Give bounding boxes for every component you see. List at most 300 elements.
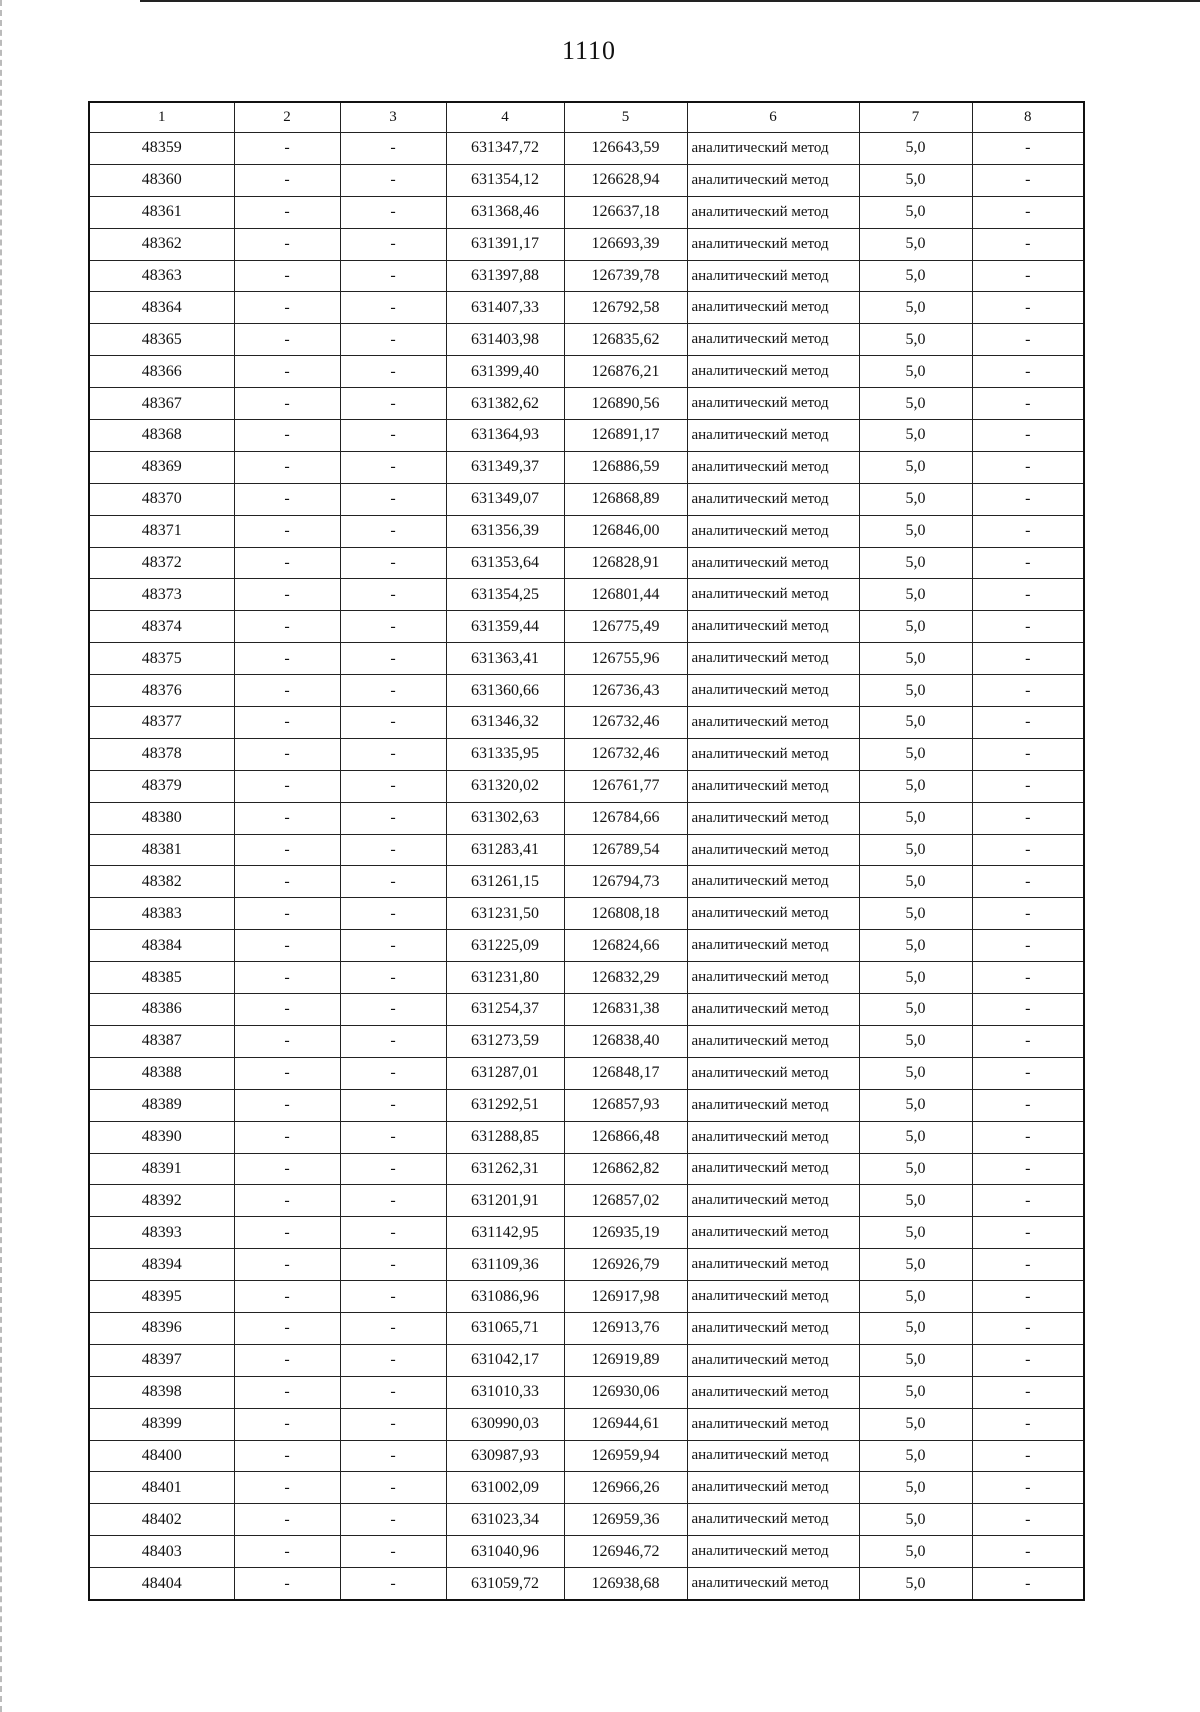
table-row [89, 292, 1084, 324]
col8-cell: - [972, 1504, 1084, 1536]
point-number-cell: 48395 [89, 1281, 234, 1313]
col8-cell: - [972, 898, 1084, 930]
method-cell: аналитический метод [687, 1408, 859, 1440]
x-coordinate-cell: 631349,07 [446, 483, 564, 515]
col8-cell: - [972, 1217, 1084, 1249]
col2-cell: - [234, 611, 340, 643]
table-row [89, 1568, 1084, 1600]
method-cell: аналитический метод [687, 930, 859, 962]
col8-cell: - [972, 675, 1084, 707]
point-number-cell: 48403 [89, 1536, 234, 1568]
method-cell: аналитический метод [687, 1025, 859, 1057]
method-cell: аналитический метод [687, 834, 859, 866]
col3-cell: - [340, 802, 446, 834]
accuracy-cell: 5,0 [859, 1408, 972, 1440]
method-cell: аналитический метод [687, 228, 859, 260]
point-number-cell: 48388 [89, 1057, 234, 1089]
x-coordinate-cell: 631356,39 [446, 515, 564, 547]
page-left-edge [0, 0, 6, 1712]
col8-cell: - [972, 770, 1084, 802]
col8-cell: - [972, 196, 1084, 228]
column-header: 7 [859, 102, 972, 133]
table-row [89, 515, 1084, 547]
col3-cell: - [340, 1217, 446, 1249]
col3-cell: - [340, 994, 446, 1026]
table-row [89, 483, 1084, 515]
x-coordinate-cell: 631382,62 [446, 388, 564, 420]
x-coordinate-cell: 630990,03 [446, 1408, 564, 1440]
table-row [89, 260, 1084, 292]
accuracy-cell: 5,0 [859, 515, 972, 547]
col8-cell: - [972, 1344, 1084, 1376]
x-coordinate-cell: 631010,33 [446, 1376, 564, 1408]
table-row [89, 133, 1084, 165]
table-row [89, 164, 1084, 196]
col8-cell: - [972, 1440, 1084, 1472]
col8-cell: - [972, 1376, 1084, 1408]
y-coordinate-cell: 126801,44 [564, 579, 687, 611]
col2-cell: - [234, 738, 340, 770]
col2-cell: - [234, 770, 340, 802]
col8-cell: - [972, 834, 1084, 866]
accuracy-cell: 5,0 [859, 483, 972, 515]
col2-cell: - [234, 1344, 340, 1376]
method-cell: аналитический метод [687, 866, 859, 898]
x-coordinate-cell: 631397,88 [446, 260, 564, 292]
y-coordinate-cell: 126739,78 [564, 260, 687, 292]
method-cell: аналитический метод [687, 1185, 859, 1217]
col8-cell: - [972, 611, 1084, 643]
col3-cell: - [340, 1536, 446, 1568]
accuracy-cell: 5,0 [859, 451, 972, 483]
x-coordinate-cell: 631288,85 [446, 1121, 564, 1153]
method-cell: аналитический метод [687, 1249, 859, 1281]
y-coordinate-cell: 126930,06 [564, 1376, 687, 1408]
accuracy-cell: 5,0 [859, 962, 972, 994]
column-header: 1 [89, 102, 234, 133]
accuracy-cell: 5,0 [859, 196, 972, 228]
col3-cell: - [340, 133, 446, 165]
col8-cell: - [972, 1185, 1084, 1217]
accuracy-cell: 5,0 [859, 1089, 972, 1121]
col8-cell: - [972, 1281, 1084, 1313]
col8-cell: - [972, 420, 1084, 452]
table-row [89, 1217, 1084, 1249]
table-row [89, 1504, 1084, 1536]
col2-cell: - [234, 1281, 340, 1313]
table-row [89, 675, 1084, 707]
x-coordinate-cell: 631059,72 [446, 1568, 564, 1600]
col2-cell: - [234, 133, 340, 165]
x-coordinate-cell: 631283,41 [446, 834, 564, 866]
x-coordinate-cell: 631042,17 [446, 1344, 564, 1376]
point-number-cell: 48399 [89, 1408, 234, 1440]
col2-cell: - [234, 994, 340, 1026]
y-coordinate-cell: 126761,77 [564, 770, 687, 802]
y-coordinate-cell: 126784,66 [564, 802, 687, 834]
col3-cell: - [340, 356, 446, 388]
col2-cell: - [234, 1504, 340, 1536]
table-row [89, 834, 1084, 866]
accuracy-cell: 5,0 [859, 611, 972, 643]
x-coordinate-cell: 631002,09 [446, 1472, 564, 1504]
col3-cell: - [340, 1312, 446, 1344]
x-coordinate-cell: 631353,64 [446, 547, 564, 579]
method-cell: аналитический метод [687, 1568, 859, 1600]
col2-cell: - [234, 930, 340, 962]
col8-cell: - [972, 1568, 1084, 1600]
accuracy-cell: 5,0 [859, 1312, 972, 1344]
col8-cell: - [972, 1408, 1084, 1440]
accuracy-cell: 5,0 [859, 292, 972, 324]
method-cell: аналитический метод [687, 770, 859, 802]
table-row [89, 994, 1084, 1026]
accuracy-cell: 5,0 [859, 1472, 972, 1504]
table-row [89, 1472, 1084, 1504]
col2-cell: - [234, 1249, 340, 1281]
point-number-cell: 48377 [89, 707, 234, 739]
col3-cell: - [340, 1504, 446, 1536]
accuracy-cell: 5,0 [859, 1536, 972, 1568]
method-cell: аналитический метод [687, 292, 859, 324]
col3-cell: - [340, 898, 446, 930]
col2-cell: - [234, 1312, 340, 1344]
point-number-cell: 48371 [89, 515, 234, 547]
accuracy-cell: 5,0 [859, 1568, 972, 1600]
table-row [89, 1408, 1084, 1440]
method-cell: аналитический метод [687, 420, 859, 452]
accuracy-cell: 5,0 [859, 324, 972, 356]
point-number-cell: 48380 [89, 802, 234, 834]
col8-cell: - [972, 1153, 1084, 1185]
point-number-cell: 48400 [89, 1440, 234, 1472]
col2-cell: - [234, 1025, 340, 1057]
col2-cell: - [234, 324, 340, 356]
point-number-cell: 48359 [89, 133, 234, 165]
method-cell: аналитический метод [687, 802, 859, 834]
point-number-cell: 48362 [89, 228, 234, 260]
col8-cell: - [972, 260, 1084, 292]
col3-cell: - [340, 1408, 446, 1440]
method-cell: аналитический метод [687, 1312, 859, 1344]
accuracy-cell: 5,0 [859, 1057, 972, 1089]
accuracy-cell: 5,0 [859, 133, 972, 165]
y-coordinate-cell: 126917,98 [564, 1281, 687, 1313]
col8-cell: - [972, 515, 1084, 547]
y-coordinate-cell: 126824,66 [564, 930, 687, 962]
point-number-cell: 48372 [89, 547, 234, 579]
method-cell: аналитический метод [687, 643, 859, 675]
col3-cell: - [340, 962, 446, 994]
method-cell: аналитический метод [687, 260, 859, 292]
point-number-cell: 48387 [89, 1025, 234, 1057]
x-coordinate-cell: 631347,72 [446, 133, 564, 165]
table-row [89, 1089, 1084, 1121]
point-number-cell: 48404 [89, 1568, 234, 1600]
method-cell: аналитический метод [687, 483, 859, 515]
x-coordinate-cell: 631349,37 [446, 451, 564, 483]
column-header: 8 [972, 102, 1084, 133]
col8-cell: - [972, 451, 1084, 483]
col3-cell: - [340, 866, 446, 898]
col2-cell: - [234, 1217, 340, 1249]
y-coordinate-cell: 126794,73 [564, 866, 687, 898]
col2-cell: - [234, 802, 340, 834]
table-row [89, 738, 1084, 770]
point-number-cell: 48391 [89, 1153, 234, 1185]
col3-cell: - [340, 1472, 446, 1504]
col2-cell: - [234, 1536, 340, 1568]
col2-cell: - [234, 1057, 340, 1089]
table-row [89, 1057, 1084, 1089]
method-cell: аналитический метод [687, 962, 859, 994]
page-number: 1110 [561, 36, 617, 65]
coordinates-table [88, 101, 1085, 1601]
y-coordinate-cell: 126919,89 [564, 1344, 687, 1376]
table-row [89, 1536, 1084, 1568]
col3-cell: - [340, 738, 446, 770]
table-row [89, 1185, 1084, 1217]
col2-cell: - [234, 420, 340, 452]
accuracy-cell: 5,0 [859, 164, 972, 196]
accuracy-cell: 5,0 [859, 1440, 972, 1472]
table-row [89, 1281, 1084, 1313]
point-number-cell: 48368 [89, 420, 234, 452]
y-coordinate-cell: 126862,82 [564, 1153, 687, 1185]
accuracy-cell: 5,0 [859, 1376, 972, 1408]
col2-cell: - [234, 866, 340, 898]
col8-cell: - [972, 579, 1084, 611]
x-coordinate-cell: 631254,37 [446, 994, 564, 1026]
table-row [89, 1440, 1084, 1472]
point-number-cell: 48374 [89, 611, 234, 643]
y-coordinate-cell: 126838,40 [564, 1025, 687, 1057]
col3-cell: - [340, 834, 446, 866]
method-cell: аналитический метод [687, 1153, 859, 1185]
method-cell: аналитический метод [687, 356, 859, 388]
method-cell: аналитический метод [687, 1057, 859, 1089]
y-coordinate-cell: 126831,38 [564, 994, 687, 1026]
x-coordinate-cell: 631407,33 [446, 292, 564, 324]
table-row [89, 451, 1084, 483]
x-coordinate-cell: 631040,96 [446, 1536, 564, 1568]
x-coordinate-cell: 631292,51 [446, 1089, 564, 1121]
y-coordinate-cell: 126944,61 [564, 1408, 687, 1440]
point-number-cell: 48381 [89, 834, 234, 866]
point-number-cell: 48382 [89, 866, 234, 898]
col2-cell: - [234, 1153, 340, 1185]
col3-cell: - [340, 451, 446, 483]
col3-cell: - [340, 611, 446, 643]
x-coordinate-cell: 631360,66 [446, 675, 564, 707]
col8-cell: - [972, 228, 1084, 260]
col3-cell: - [340, 1376, 446, 1408]
x-coordinate-cell: 631399,40 [446, 356, 564, 388]
accuracy-cell: 5,0 [859, 1025, 972, 1057]
table-row [89, 579, 1084, 611]
accuracy-cell: 5,0 [859, 707, 972, 739]
method-cell: аналитический метод [687, 547, 859, 579]
y-coordinate-cell: 126938,68 [564, 1568, 687, 1600]
col3-cell: - [340, 1089, 446, 1121]
y-coordinate-cell: 126808,18 [564, 898, 687, 930]
col8-cell: - [972, 164, 1084, 196]
col3-cell: - [340, 260, 446, 292]
col8-cell: - [972, 866, 1084, 898]
point-number-cell: 48394 [89, 1249, 234, 1281]
point-number-cell: 48392 [89, 1185, 234, 1217]
col2-cell: - [234, 1185, 340, 1217]
x-coordinate-cell: 631023,34 [446, 1504, 564, 1536]
table-row [89, 1312, 1084, 1344]
col2-cell: - [234, 356, 340, 388]
col3-cell: - [340, 164, 446, 196]
table-row [89, 898, 1084, 930]
accuracy-cell: 5,0 [859, 1153, 972, 1185]
col8-cell: - [972, 802, 1084, 834]
table-row [89, 1121, 1084, 1153]
col3-cell: - [340, 228, 446, 260]
x-coordinate-cell: 631231,80 [446, 962, 564, 994]
column-header: 5 [564, 102, 687, 133]
point-number-cell: 48360 [89, 164, 234, 196]
accuracy-cell: 5,0 [859, 1217, 972, 1249]
col2-cell: - [234, 547, 340, 579]
col2-cell: - [234, 196, 340, 228]
accuracy-cell: 5,0 [859, 866, 972, 898]
y-coordinate-cell: 126792,58 [564, 292, 687, 324]
col3-cell: - [340, 292, 446, 324]
col8-cell: - [972, 962, 1084, 994]
col2-cell: - [234, 898, 340, 930]
accuracy-cell: 5,0 [859, 898, 972, 930]
y-coordinate-cell: 126959,36 [564, 1504, 687, 1536]
method-cell: аналитический метод [687, 738, 859, 770]
col3-cell: - [340, 707, 446, 739]
col2-cell: - [234, 1089, 340, 1121]
col2-cell: - [234, 707, 340, 739]
table-row [89, 866, 1084, 898]
method-cell: аналитический метод [687, 1344, 859, 1376]
x-coordinate-cell: 631287,01 [446, 1057, 564, 1089]
y-coordinate-cell: 126755,96 [564, 643, 687, 675]
point-number-cell: 48363 [89, 260, 234, 292]
point-number-cell: 48398 [89, 1376, 234, 1408]
accuracy-cell: 5,0 [859, 547, 972, 579]
method-cell: аналитический метод [687, 324, 859, 356]
accuracy-cell: 5,0 [859, 930, 972, 962]
column-header: 4 [446, 102, 564, 133]
method-cell: аналитический метод [687, 1121, 859, 1153]
point-number-cell: 48402 [89, 1504, 234, 1536]
table-row [89, 1153, 1084, 1185]
col2-cell: - [234, 962, 340, 994]
method-cell: аналитический метод [687, 579, 859, 611]
col8-cell: - [972, 547, 1084, 579]
col2-cell: - [234, 260, 340, 292]
accuracy-cell: 5,0 [859, 802, 972, 834]
y-coordinate-cell: 126637,18 [564, 196, 687, 228]
col3-cell: - [340, 1440, 446, 1472]
col8-cell: - [972, 1536, 1084, 1568]
x-coordinate-cell: 631225,09 [446, 930, 564, 962]
col3-cell: - [340, 1121, 446, 1153]
col8-cell: - [972, 1312, 1084, 1344]
method-cell: аналитический метод [687, 611, 859, 643]
y-coordinate-cell: 126959,94 [564, 1440, 687, 1472]
y-coordinate-cell: 126732,46 [564, 707, 687, 739]
col2-cell: - [234, 1408, 340, 1440]
y-coordinate-cell: 126866,48 [564, 1121, 687, 1153]
y-coordinate-cell: 126848,17 [564, 1057, 687, 1089]
method-cell: аналитический метод [687, 898, 859, 930]
top-rule [140, 0, 1200, 2]
col8-cell: - [972, 292, 1084, 324]
accuracy-cell: 5,0 [859, 228, 972, 260]
table-row [89, 356, 1084, 388]
col2-cell: - [234, 292, 340, 324]
col3-cell: - [340, 1344, 446, 1376]
x-coordinate-cell: 631109,36 [446, 1249, 564, 1281]
method-cell: аналитический метод [687, 1504, 859, 1536]
accuracy-cell: 5,0 [859, 1249, 972, 1281]
table-row [89, 420, 1084, 452]
y-coordinate-cell: 126935,19 [564, 1217, 687, 1249]
y-coordinate-cell: 126628,94 [564, 164, 687, 196]
point-number-cell: 48364 [89, 292, 234, 324]
accuracy-cell: 5,0 [859, 260, 972, 292]
col8-cell: - [972, 133, 1084, 165]
x-coordinate-cell: 631262,31 [446, 1153, 564, 1185]
accuracy-cell: 5,0 [859, 420, 972, 452]
y-coordinate-cell: 126846,00 [564, 515, 687, 547]
point-number-cell: 48369 [89, 451, 234, 483]
point-number-cell: 48370 [89, 483, 234, 515]
y-coordinate-cell: 126886,59 [564, 451, 687, 483]
accuracy-cell: 5,0 [859, 643, 972, 675]
col2-cell: - [234, 1472, 340, 1504]
col8-cell: - [972, 643, 1084, 675]
col8-cell: - [972, 1025, 1084, 1057]
col2-cell: - [234, 1376, 340, 1408]
col3-cell: - [340, 1281, 446, 1313]
x-coordinate-cell: 631142,95 [446, 1217, 564, 1249]
point-number-cell: 48397 [89, 1344, 234, 1376]
table-row [89, 611, 1084, 643]
method-cell: аналитический метод [687, 133, 859, 165]
x-coordinate-cell: 631302,63 [446, 802, 564, 834]
col8-cell: - [972, 1057, 1084, 1089]
point-number-cell: 48367 [89, 388, 234, 420]
point-number-cell: 48373 [89, 579, 234, 611]
point-number-cell: 48385 [89, 962, 234, 994]
table-row [89, 196, 1084, 228]
x-coordinate-cell: 631273,59 [446, 1025, 564, 1057]
x-coordinate-cell: 631354,12 [446, 164, 564, 196]
col3-cell: - [340, 196, 446, 228]
accuracy-cell: 5,0 [859, 579, 972, 611]
point-number-cell: 48401 [89, 1472, 234, 1504]
table-row [89, 643, 1084, 675]
y-coordinate-cell: 126693,39 [564, 228, 687, 260]
table-row [89, 388, 1084, 420]
method-cell: аналитический метод [687, 196, 859, 228]
x-coordinate-cell: 630987,93 [446, 1440, 564, 1472]
col3-cell: - [340, 420, 446, 452]
method-cell: аналитический метод [687, 1281, 859, 1313]
point-number-cell: 48378 [89, 738, 234, 770]
accuracy-cell: 5,0 [859, 1344, 972, 1376]
